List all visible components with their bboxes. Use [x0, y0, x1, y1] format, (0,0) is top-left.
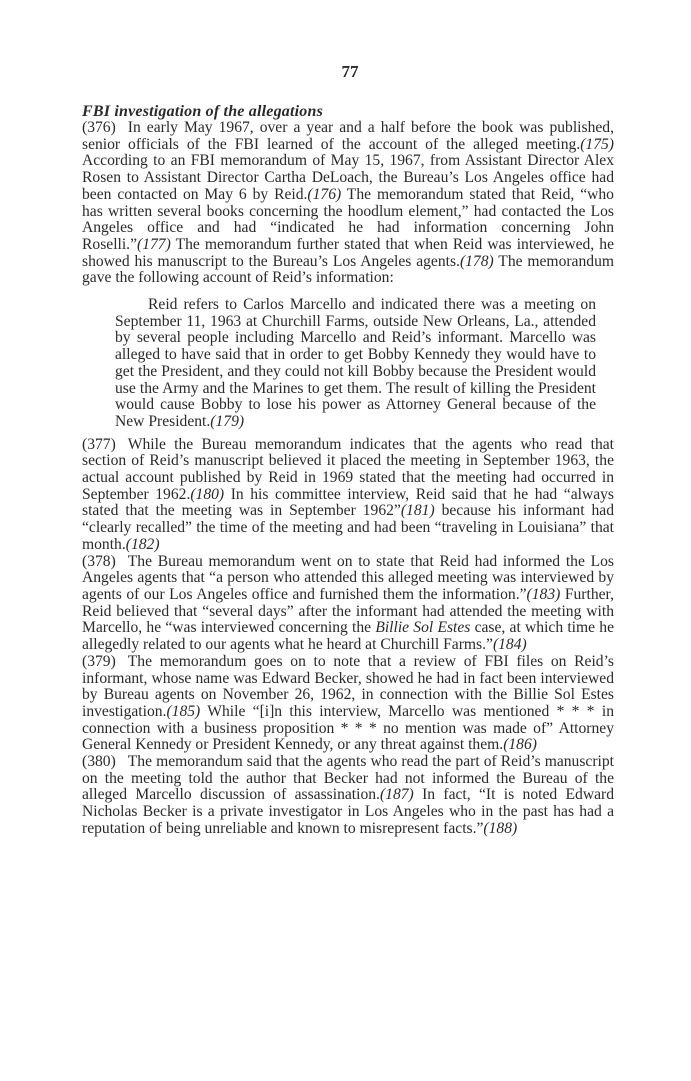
paragraph — [82, 120, 614, 287]
footnote-ref: (180) — [190, 485, 225, 503]
paragraph-text: In early May 1967, over a year and a half before the book was published, senior officials of the FBI learned of the account of the alleged meeting. — [82, 119, 614, 153]
footnote-ref: (188) — [483, 819, 518, 837]
paragraph-number: (378) — [82, 552, 116, 570]
footnote-ref: (181) — [400, 502, 435, 520]
paragraphs-before-quote — [82, 120, 614, 287]
footnote-ref: (177) — [137, 235, 171, 253]
paragraph — [82, 554, 614, 654]
document-page — [82, 62, 614, 838]
paragraph-text: The memorandum further stated that when Reid was interviewed, he showed his manuscript to the Bureau’s Los Angeles agents. — [82, 235, 614, 270]
paragraph-number: (376) — [82, 119, 116, 136]
footnote-ref: (186) — [503, 736, 537, 754]
footnote-ref: (176) — [307, 185, 342, 203]
paragraph-number: (377) — [82, 435, 116, 453]
paragraph-text: The Bureau memorandum went on to state that Reid had informed the Los Angeles agents that “a person who attended this alleged meeting was interviewed by agents of our Los Angeles office and furnished them the information.” — [82, 552, 614, 603]
paragraph-text: The memorandum stated that Reid, “who has written several books concerning the hoodlum element,” had contacted the Los Angeles office and had “indicated he had information concerning John Roselli.” — [82, 185, 614, 253]
paragraph-text: According to an FBI memorandum of May 15, 1967, from Assistant Director Alex Rosen to Assistant Director Cartha DeLoach, the Bureau’s Los Angeles office had been contacted on May 6 by Reid. — [82, 152, 614, 203]
block-quote — [115, 297, 596, 431]
paragraph-text: because his informant had “clearly recalled” the time of the meeting and had been “traveling in Louisiana” that month. — [82, 502, 614, 553]
footnote-ref: (183) — [526, 585, 561, 603]
page-number: 77 — [341, 62, 359, 81]
section-heading: FBI investigation of the allegations — [82, 103, 324, 120]
paragraph-text: Further, Reid believed that “several days” after the informant had attended the meeting with Marcello, he “was interviewed concerning the — [82, 585, 615, 637]
paragraph-text: The memorandum gave the following account of Reid’s information: — [82, 252, 614, 287]
paragraph — [82, 754, 614, 838]
footnote-ref: (184) — [492, 636, 527, 654]
block-quote-text: Reid refers to Carlos Marcello and indicated there was a meeting on September 11, 1963 at Churchill Farms, outside New Orleans, La., attended by several people including Marcello and Reid’s informant. Marcello was alleged to have said that in order to get Bobby Kennedy they would have to get the President, and they could not kill Bobby because the President would use the Army and the Marines to get them. The result of killing the President would cause Bobby to lose his power as Attorney General because of the New President. — [115, 296, 596, 430]
paragraph — [82, 437, 614, 554]
paragraph — [82, 654, 614, 754]
paragraph-number: (380) — [82, 753, 116, 771]
paragraph-text: The memorandum goes on to note that a review of FBI files on Reid’s informant, whose name was Edward Becker, showed he had in fact been interviewed by Bureau agents on November 26, 1962, in connection with the Billie Sol Estes investigation. — [82, 652, 614, 720]
footnote-ref: (182) — [125, 535, 160, 553]
footnote-ref: (178) — [459, 252, 494, 270]
footnote-ref: (185) — [166, 702, 201, 720]
paragraph-number: (379) — [82, 652, 116, 670]
footnote-ref: (187) — [379, 786, 414, 804]
paragraph-text: While “[i]n this interview, Marcello was mentioned * * * in connection with a business proposition * * * no mention was made of” Attorney General Kennedy or President Kennedy, or any threat against them. — [82, 702, 614, 754]
paragraph-text: In his committee interview, Reid said that he had “always stated that the meeting was in September 1962” — [82, 485, 615, 520]
paragraphs-after-quote — [82, 437, 614, 838]
footnote-ref: (175) — [580, 135, 614, 153]
paragraph-text: case, at which time he allegedly related to our agents what he heard at Churchill Farms.” — [82, 619, 614, 654]
case-name: Billie Sol Estes — [375, 619, 471, 637]
footnote-ref: (179) — [210, 412, 245, 430]
paragraph-text: The memorandum said that the agents who read the part of Reid’s manuscript on the meeting told the author that Becker had not informed the Bureau of the alleged Marcello discussion of assassination. — [82, 753, 614, 804]
paragraph-text: In fact, “It is noted Edward Nicholas Becker is a private investigator in Los Angeles who in the past has had a reputation of being unreliable and known to misrepresent facts.” — [82, 786, 614, 837]
paragraph-text: While the Bureau memorandum indicates that the agents who read that section of Reid’s manuscript believed it placed the meeting in September 1963, the actual account published by Reid in 1969 stated that the meeting had occurred in September 1962. — [82, 435, 614, 503]
